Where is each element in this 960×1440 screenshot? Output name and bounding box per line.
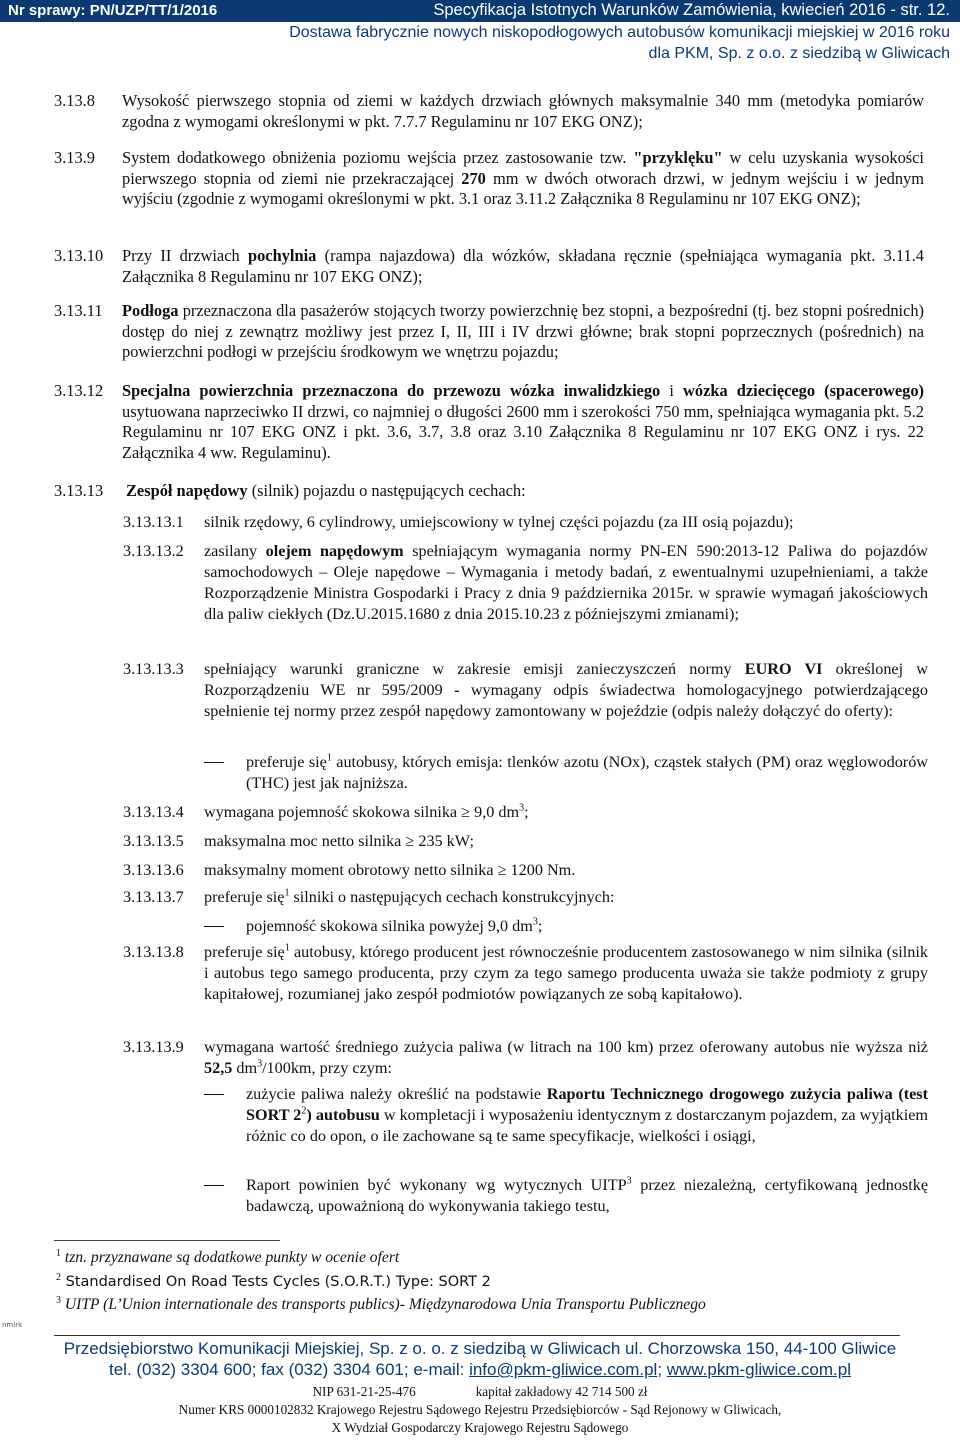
item-text: Zespół napędowy (silnik) pojazdu o następujących cechach: [126,481,526,500]
bullet-low-emission [204,752,928,794]
ge-symbol: ≥ [497,861,507,879]
footer-contact: tel. (032) 3304 600; fax (032) 3304 601; e-mail: info@pkm-gliwice.com.pl; www.pkm-gliwice.com.pl [109,1360,851,1379]
page-header [0,0,960,70]
subitem-text: preferuje się$^1$ silniki o następujących cechach konstrukcyjnych: [204,887,615,906]
subitem-text: maksymalny moment obrotowy netto silnika ≥ 1200 Nm. [204,861,576,879]
subitem-3-13-13-5 [123,831,928,852]
item-3-13-9 [54,148,924,210]
subitem-text: preferuje się$^1$ autobusy, którego producent jest równocześnie producentem zastosowanego w nim silnika (silnik i autobus tego samego producenta, przy czym za tego samego producenta uważa sie także podmioty z grupy kapitałowej, rozumianej jako zespół podmiotów powiązanych ze sobą kapitałowo). [204,942,928,1003]
subitem-3-13-13-1 [123,512,928,533]
dash-bullet [204,1094,224,1095]
website-link[interactable]: www.pkm-gliwice.com.pl [666,1360,851,1379]
bullet-text: preferuje się$^1$ autobusy, których emisja: tlenków azotu (NOx), cząstek stałych (PM) oraz węglowodorów (THC) jest jak najniższa. [246,752,928,792]
item-text: Podłoga przeznaczona dla pasażerów stojących tworzy powierzchnię bez stopni, a bezpośredni (tj. bez stopni pośrednich) dostęp do niej z zewnątrz możliwy jest przez I, II, III i IV drzwi główne; brak stopni poprzecznych (pośrednich) na powierzchni podłogi w przejściu środkowym we wnętrzu pojazdu; [122,301,924,361]
footnote-separator [54,1240,280,1241]
bullet-text: Raport powinien być wykonany wg wytycznych UITP$^3$ przez niezależną, certyfikowaną jednostkę badawczą, upoważnioną do wykonywania takiego testu, [246,1175,929,1215]
item-3-13-10 [54,246,924,287]
subitem-text: wymagana wartość średniego zużycia paliwa (w litrach na 100 km) przez oferowany autobus nie wyższa niż 52,5 $dm^3/100km$, przy czym: [204,1038,928,1077]
bullet-fuel-consumption [204,1084,928,1147]
dash-bullet [204,1185,224,1186]
item-3-13-13 [54,481,924,502]
subitem-3-13-13-4 [123,802,928,823]
email-link[interactable]: info@pkm-gliwice.com.pl [469,1360,658,1379]
footer-krs: Numer KRS 0000102832 Krajowego Rejestru Sądowego Rejestru Przedsiębiorców - Sąd Rejonowy w Gliwicach, [178,1402,782,1417]
subitem-3-13-13-6 [123,860,928,881]
footer-nip: NIP 631-21-25-476 [312,1384,416,1399]
dash-bullet [204,926,224,927]
item-text: Przy II drzwiach pochylnia (rampa najazdowa) dla wózków, składana ręcznie (spełniająca wymagania pkt. 3.11.4 Załącznika 8 Regulaminu nr 107 EKG ONZ); [122,246,924,286]
subitem-number: 3.13.13.6 [123,861,184,879]
subitem-number: 3.13.13.4 [123,803,184,821]
item-text: System dodatkowego obniżenia poziomu wejścia przez zastosowanie tzw. "przyklęku" w celu uzyskania wysokości pierwszego stopnia od ziemi nie przekraczającej 270 mm w dwóch otworach drzwi, w jednym wejściu i w jednym wyjściu (zgodnie z wymogami określonymi w pkt. 3.1 oraz 3.11.2 Załącznika 8 Regulaminu nr 107 EKG ONZ); [122,148,924,208]
bullet-displacement [204,916,928,937]
item-3-13-11 [54,301,924,363]
subitem-number: 3.13.13.3 [123,660,184,678]
ge-symbol: ≥ [461,803,471,821]
item-number: 3.13.10 [54,246,104,265]
subitem-number: 3.13.13.1 [123,513,184,531]
spec-title: Specyfikacja Istotnych Warunków Zamówienia, kwiecień 2016 - str. 12. [433,1,950,19]
item-3-13-8 [54,91,924,132]
subitem-text: maksymalna moc netto silnika ≥ 235 kW; [204,832,474,850]
dash-bullet [204,762,224,763]
tender-title: Dostawa fabrycznie nowych niskopodłogowych autobusów komunikacji miejskiej w 2016 roku [289,24,950,41]
item-number: 3.13.8 [54,91,95,110]
subitem-3-13-13-3 [123,659,928,722]
footnote-2: $^2$ Standardised On Road Tests Cycles (S.O.R.T.) Type: SORT 2 [56,1271,491,1290]
item-number: 3.13.12 [54,381,104,400]
subitem-number: 3.13.13.8 [123,943,184,961]
footer-separator [54,1335,900,1336]
bullet-text: pojemność skokowa silnika powyżej 9,0 $dm^3$; [246,916,543,935]
item-text: Specjalna powierzchnia przeznaczona do przewozu wózka inwalidzkiego i wózka dziecięcego (spacerowego) usytuowana naprzeciwko II drzwi, co najmniej o długości 2600 mm i szerokości 750 mm, spełniająca wymagania pkt. 5.2 Regulaminu nr 107 EKG ONZ i pkt. 3.6, 3.7, 3.8 oraz 3.10 Załącznika 8 Regulaminu nr 107 EKG ONZ i rys. 22 Załącznika 4 ww. Regulaminu). [122,381,925,462]
subitem-number: 3.13.13.5 [123,832,184,850]
item-number: 3.13.11 [54,301,103,320]
subitem-text: spełniający warunki graniczne w zakresie emisji zanieczyszczeń normy EURO VI określonej w Rozporządzeniu WE nr 595/2009 - wymagany odpis świadectwa homologacyjnego potwierdzającego spełnienie tej normy przez zespół napędowy zamontowany w pojeździe (odpis należy dołączyć do oferty): [204,660,928,720]
subitem-text: zasilany olejem napędowym spełniającym wymagania normy PN-EN 590:2013-12 Paliwa do pojazdów samochodowych – Oleje napędowe – Wymagania i metody badań, z ewentualnymi uzupełnieniami, a także Rozporządzenie Ministra Gospodarki i Pracy z dnia 9 października 2015r. w sprawie wymagań jakościowych dla paliw ciekłych (Dz.U.2015.1680 z dnia 2015.10.23 z późniejszymi zmianami); [204,542,928,623]
footer-department: X Wydział Gospodarczy Krajowego Rejestru Sądowego [331,1420,629,1435]
bullet-text: zużycie paliwa należy określić na podstawie Raportu Technicznego drogowego zużycia paliwa (test SORT $2^2$) autobusu w kompletacji i wyposażeniu identycznym z dostarczanym pojazdem, za wyjątkiem różnic co do opon, o ile zachowane są te same specyfikacje, wielkości i osiągi, [246,1085,929,1145]
item-number: 3.13.9 [54,148,95,167]
bullet-uitp-report [204,1175,928,1217]
subitem-number: 3.13.13.9 [123,1038,184,1056]
item-number: 3.13.13 [54,481,104,500]
subitem-3-13-13-2 [123,541,928,625]
page-stamp: nmlrk [2,1321,23,1329]
case-number: Nr sprawy: PN/UZP/TT/1/2016 [8,2,218,19]
subitem-number: 3.13.13.2 [123,542,184,560]
subitem-3-13-13-9 [123,1037,928,1079]
subitem-text: wymagana pojemność skokowa silnika ≥ 9,0 $dm^3$; [204,802,529,821]
footnote-1: $^1$ tzn. przyznawane są dodatkowe punkty w ocenie ofert [56,1247,400,1266]
footer-capital: kapitał zakładowy 42 714 500 zł [475,1384,648,1399]
subitem-3-13-13-8 [123,942,928,1005]
footer-nip-capital [0,1384,960,1400]
tender-subtitle: dla PKM, Sp. z o.o. z siedzibą w Gliwicach [648,45,950,62]
footnote-3: $^3$ UITP (L’Union internationale des transports publics)- Międzynarodowa Unia Transportu Publicznego [56,1294,706,1313]
subitem-text: silnik rzędowy, 6 cylindrowy, umiejscowiony w tylnej części pojazdu (za III osią pojazdu); [204,513,794,531]
ge-symbol: ≥ [405,832,415,850]
item-text: Wysokość pierwszego stopnia od ziemi w każdych drzwiach głównych maksymalnie 340 mm (metodyka pomiarów zgodna z wymogami określonymi w pkt. 7.7.7 Regulaminu nr 107 EKG ONZ); [122,91,924,131]
item-3-13-12 [54,381,924,463]
subitem-number: 3.13.13.7 [123,888,184,906]
subitem-3-13-13-7 [123,887,928,908]
footer-company: Przedsiębiorstwo Komunikacji Miejskiej, Sp. z o. o. z siedzibą w Gliwicach ul. Chorzowska 150, 44-100 Gliwice [63,1339,897,1358]
